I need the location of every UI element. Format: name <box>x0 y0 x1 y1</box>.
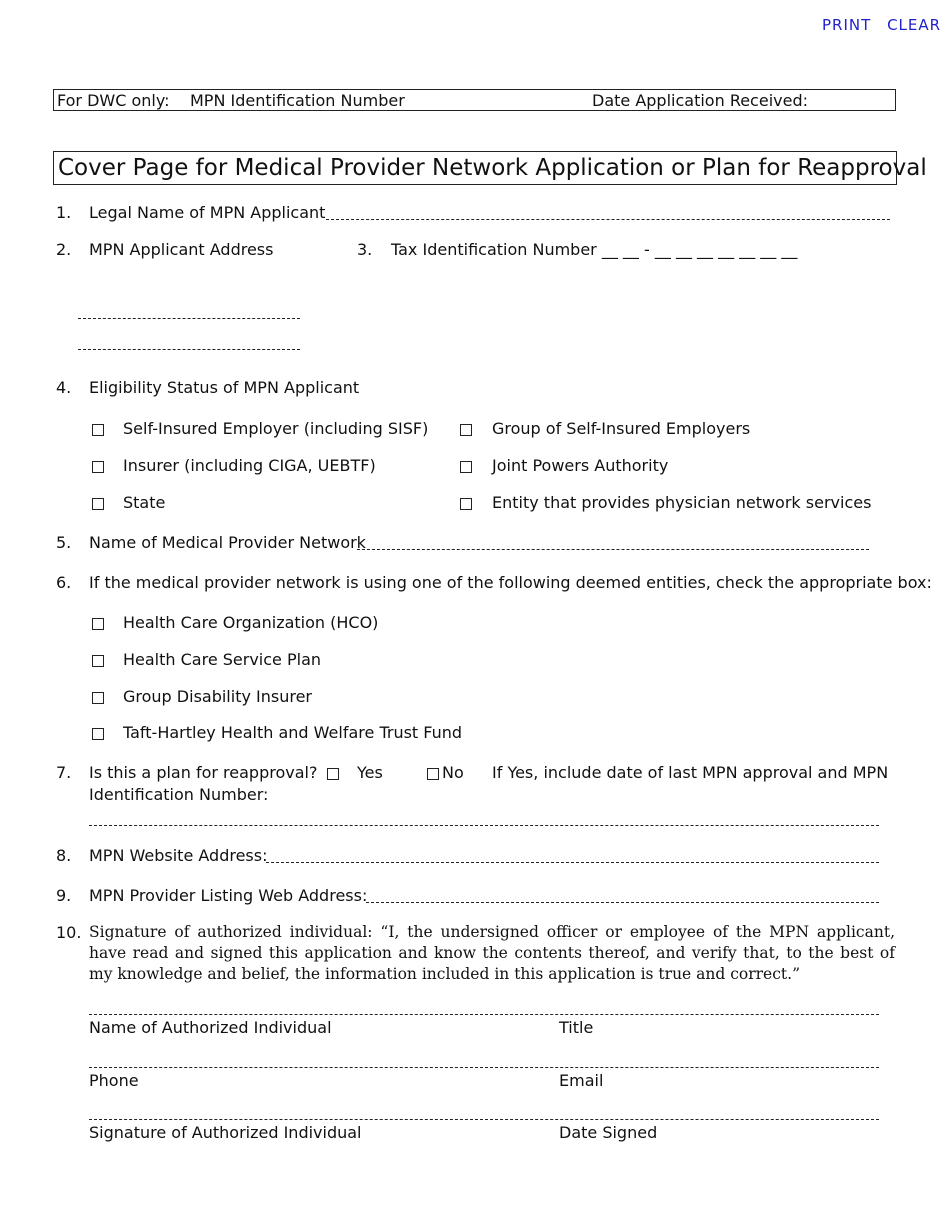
reapproval-yes-checkbox[interactable] <box>327 768 339 780</box>
q7-number: 7. <box>56 763 72 782</box>
health-care-service-plan-checkbox[interactable] <box>92 655 104 667</box>
state-checkbox[interactable] <box>92 498 104 510</box>
email-label: Email <box>559 1071 604 1090</box>
q5-label: Name of Medical Provider Network <box>89 533 366 552</box>
date-signed-label: Date Signed <box>559 1123 658 1142</box>
health-care-service-plan-label: Health Care Service Plan <box>123 650 322 669</box>
address-line-2-field[interactable] <box>78 349 300 350</box>
insurer-checkbox[interactable] <box>92 461 104 473</box>
taft-hartley-checkbox[interactable] <box>92 728 104 740</box>
group-disability-insurer-label: Group Disability Insurer <box>123 687 313 706</box>
reapproval-followup-line2: Identification Number: <box>89 785 269 804</box>
signature-attestation-text: Signature of authorized individual: “I, the undersigned officer or employee of the MPN applicant, have read and signed this application and know the contents thereof, and verify that, to the best of my knowledge and belief, the information included in this application is true and correct.” <box>89 923 895 983</box>
group-disability-insurer-checkbox[interactable] <box>92 692 104 704</box>
name-title-field[interactable] <box>89 1014 879 1015</box>
insurer-label: Insurer (including CIGA, UEBTF) <box>123 456 376 475</box>
clear-link[interactable]: CLEAR <box>887 16 942 34</box>
q6-label: If the medical provider network is using one of the following deemed entities, check the appropriate box: <box>89 573 932 592</box>
hco-checkbox[interactable] <box>92 618 104 630</box>
q1-label: Legal Name of MPN Applicant <box>89 203 326 222</box>
print-link[interactable]: PRINT <box>822 16 872 34</box>
q7-label: Is this a plan for reapproval? <box>89 763 318 782</box>
q2-label: MPN Applicant Address <box>89 240 274 259</box>
signature-label: Signature of Authorized Individual <box>89 1123 362 1142</box>
address-line-1-field[interactable] <box>78 318 300 319</box>
q2-number: 2. <box>56 240 72 259</box>
joint-powers-checkbox[interactable] <box>460 461 472 473</box>
legal-name-field[interactable] <box>326 219 890 220</box>
q1-number: 1. <box>56 203 72 222</box>
q6-number: 6. <box>56 573 72 592</box>
signature-date-field[interactable] <box>89 1119 879 1120</box>
q9-label: MPN Provider Listing Web Address: <box>89 886 368 905</box>
group-self-insured-label: Group of Self-Insured Employers <box>492 419 751 438</box>
reapproval-yes-label: Yes <box>357 763 383 782</box>
phone-email-field[interactable] <box>89 1067 879 1068</box>
entity-network-services-label: Entity that provides physician network services <box>492 493 872 512</box>
q8-number: 8. <box>56 846 72 865</box>
reapproval-followup-line1: If Yes, include date of last MPN approval and MPN <box>492 763 889 782</box>
group-self-insured-checkbox[interactable] <box>460 424 472 436</box>
page-title-box <box>53 151 927 185</box>
joint-powers-label: Joint Powers Authority <box>492 456 669 475</box>
title-label: Title <box>559 1018 594 1037</box>
network-name-field[interactable] <box>357 549 869 550</box>
self-insured-employer-label: Self-Insured Employer (including SISF) <box>123 419 429 438</box>
q4-label: Eligibility Status of MPN Applicant <box>89 378 360 397</box>
q10-number: 10. <box>56 923 82 942</box>
name-label: Name of Authorized Individual <box>89 1018 332 1037</box>
entity-network-services-checkbox[interactable] <box>460 498 472 510</box>
state-label: State <box>123 493 166 512</box>
q3-number: 3. <box>357 240 373 259</box>
q5-number: 5. <box>56 533 72 552</box>
hco-label: Health Care Organization (HCO) <box>123 613 379 632</box>
phone-label: Phone <box>89 1071 139 1090</box>
self-insured-employer-checkbox[interactable] <box>92 424 104 436</box>
last-approval-field[interactable] <box>89 825 879 826</box>
top-actions <box>822 16 941 34</box>
q4-number: 4. <box>56 378 72 397</box>
q9-number: 9. <box>56 886 72 905</box>
q8-label: MPN Website Address: <box>89 846 268 865</box>
provider-listing-address-field[interactable] <box>366 902 879 903</box>
reapproval-no-label: No <box>442 763 464 782</box>
website-address-field[interactable] <box>266 862 879 863</box>
taft-hartley-label: Taft-Hartley Health and Welfare Trust Fund <box>123 723 463 742</box>
reapproval-no-checkbox[interactable] <box>427 768 439 780</box>
dwc-only-label: For DWC only: <box>57 91 170 110</box>
page-title: Cover Page for Medical Provider Network Application or Plan for Reapproval <box>58 155 927 181</box>
tax-id-field[interactable]: Tax Identification Number __ __ - __ __ __ __ __ __ __ <box>391 240 798 259</box>
date-received-label: Date Application Received: <box>592 91 808 110</box>
mpn-id-label: MPN Identification Number <box>190 91 405 110</box>
